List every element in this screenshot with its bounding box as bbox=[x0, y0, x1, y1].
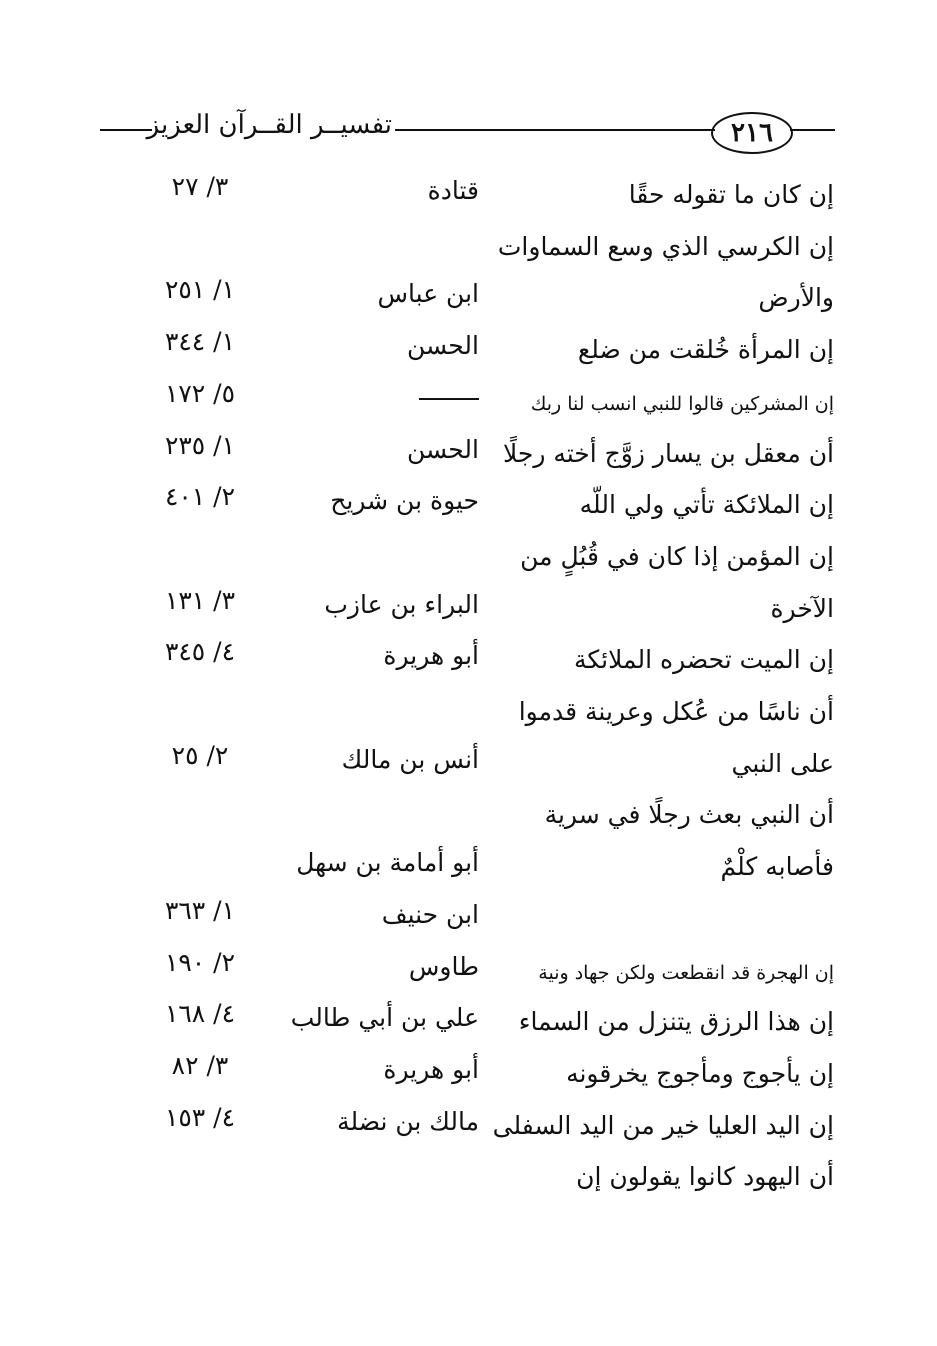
index-row bbox=[0, 948, 937, 996]
hadith-text: والأرض bbox=[758, 283, 834, 313]
page-number: ٢١٦ bbox=[711, 112, 793, 154]
hadith-text: أن النبي بعث رجلًا في سرية bbox=[544, 800, 834, 830]
no-narrator-dash bbox=[419, 398, 479, 400]
volume-page-reference: ١/ ٣٦٣ bbox=[164, 895, 236, 925]
index-row bbox=[0, 741, 937, 789]
index-row bbox=[0, 224, 937, 272]
narrator: مالك بن نضلة bbox=[337, 1106, 479, 1136]
header-rule-middle bbox=[395, 129, 715, 131]
header-rule-right bbox=[790, 129, 835, 131]
narrator: طاوس bbox=[408, 951, 479, 981]
hadith-text: إن الميت تحضره الملائكة bbox=[573, 645, 834, 675]
hadith-text: إن هذا الرزق يتنزل من السماء bbox=[518, 1007, 834, 1037]
hadith-text: أن اليهود كانوا يقولون إن bbox=[576, 1162, 834, 1192]
volume-page-reference: ٢/ ٢٥ bbox=[171, 740, 229, 770]
index-row bbox=[0, 999, 937, 1047]
index-row bbox=[0, 792, 937, 840]
index-row bbox=[0, 327, 937, 375]
hadith-text: إن المؤمن إذا كان في قُبُلٍ من bbox=[520, 541, 834, 571]
index-row bbox=[0, 1051, 937, 1099]
narrator: علي بن أبي طالب bbox=[290, 1003, 479, 1033]
volume-page-reference: ٣/ ٨٢ bbox=[171, 1050, 229, 1080]
volume-page-reference: ١/ ٢٥١ bbox=[164, 275, 236, 305]
index-row bbox=[0, 844, 937, 892]
volume-page-reference: ١/ ٢٣٥ bbox=[164, 430, 236, 460]
volume-page-reference: ٢/ ١٩٠ bbox=[164, 947, 236, 977]
book-title: تفسيــر القــرآن العزيز bbox=[146, 110, 392, 140]
narrator: أبو هريرة bbox=[383, 1054, 479, 1084]
index-row bbox=[0, 1154, 937, 1202]
hadith-text: إن الملائكة تأتي ولي اللّه bbox=[579, 490, 834, 520]
hadith-text: إن يأجوج ومأجوج يخرقونه bbox=[566, 1058, 834, 1088]
hadith-text: إن اليد العليا خير من اليد السفلى bbox=[492, 1110, 834, 1140]
narrator: أنس بن مالك bbox=[341, 744, 479, 774]
volume-page-reference: ٣/ ٢٧ bbox=[171, 172, 229, 201]
narrator: ابن عباس bbox=[377, 279, 479, 309]
hadith-text: أن معقل بن يسار زوَّج أخته رجلًا bbox=[502, 438, 834, 468]
index-row bbox=[0, 172, 937, 220]
page-header bbox=[90, 100, 835, 160]
narrator: حيوة بن شريح bbox=[330, 486, 479, 516]
index-row bbox=[0, 896, 937, 944]
volume-page-reference: ٥/ ١٧٢ bbox=[164, 378, 236, 408]
index-row bbox=[0, 482, 937, 530]
hadith-text: الآخرة bbox=[770, 593, 834, 623]
narrator: ابن حنيف bbox=[381, 899, 479, 929]
index-row bbox=[0, 637, 937, 685]
volume-page-reference: ٤/ ١٥٣ bbox=[164, 1102, 236, 1132]
hadith-text: على النبي bbox=[731, 748, 834, 778]
index-row bbox=[0, 379, 937, 427]
narrator: أبو هريرة bbox=[383, 641, 479, 671]
hadith-text: أن ناسًا من عُكل وعرينة قدموا bbox=[518, 697, 834, 726]
index-row bbox=[0, 586, 937, 634]
hadith-text: إن الكرسي الذي وسع السماوات bbox=[497, 231, 834, 261]
index-row bbox=[0, 534, 937, 582]
header-rule-left bbox=[100, 129, 152, 131]
index-row bbox=[0, 431, 937, 479]
narrator: الحسن bbox=[406, 434, 479, 464]
index-row bbox=[0, 1103, 937, 1151]
hadith-text: إن كان ما تقوله حقًا bbox=[628, 180, 834, 209]
narrator: الحسن bbox=[406, 331, 479, 361]
volume-page-reference: ١/ ٣٤٤ bbox=[164, 327, 236, 357]
volume-page-reference: ٤/ ٣٤٥ bbox=[164, 637, 236, 667]
volume-page-reference: ٢/ ٤٠١ bbox=[164, 482, 236, 512]
hadith-text: فأصابه كلْمٌ bbox=[720, 852, 834, 882]
hadith-text: إن الهجرة قد انقطعت ولكن جهاد ونية bbox=[538, 961, 834, 984]
narrator: قتادة bbox=[427, 176, 479, 205]
hadith-text: إن المرأة خُلقت من ضلع bbox=[577, 335, 834, 365]
volume-page-reference: ٣/ ١٣١ bbox=[164, 585, 236, 615]
narrator: أبو أمامة بن سهل bbox=[296, 848, 479, 878]
index-row bbox=[0, 275, 937, 323]
volume-page-reference: ٤/ ١٦٨ bbox=[164, 999, 236, 1029]
narrator bbox=[279, 383, 479, 412]
hadith-text: إن المشركين قالوا للنبي انسب لنا ربك bbox=[530, 392, 834, 415]
narrator: البراء بن عازب bbox=[324, 589, 479, 619]
index-row bbox=[0, 689, 937, 737]
